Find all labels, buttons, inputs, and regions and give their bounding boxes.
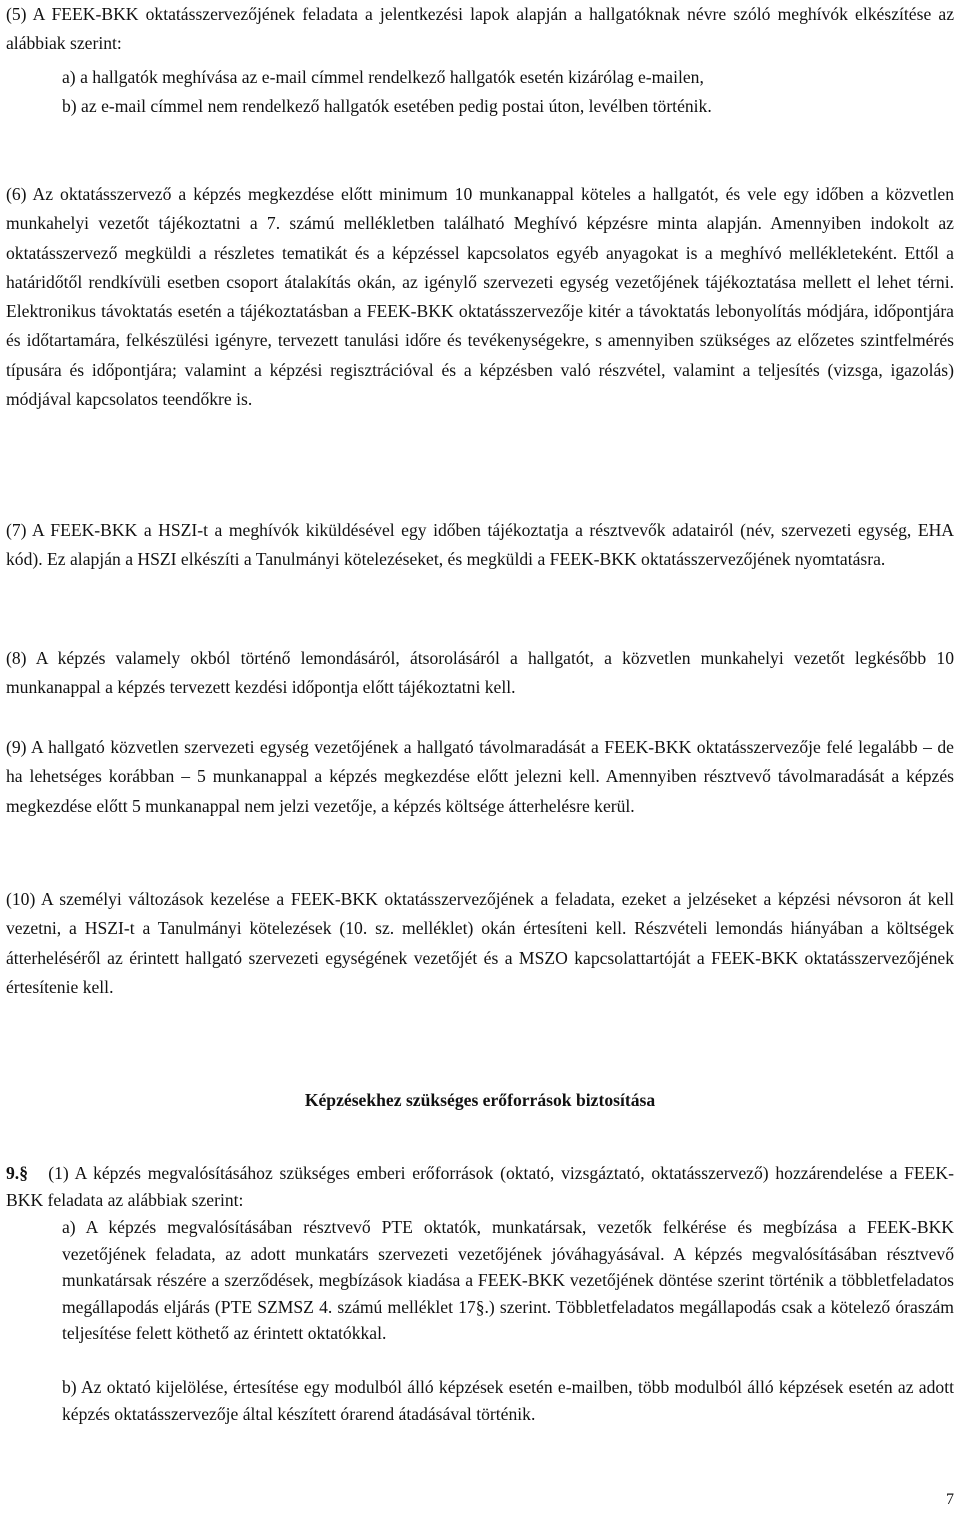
paragraph-7: (7) A FEEK-BKK a HSZI-t a meghívók kiküldésével egy időben tájékoztatja a résztvevők adatairól (név, szervezeti egység, EHA kód). Ez alapján a HSZI elkészíti a Tanulmányi kötelezéseket, és megküldi a FEEK-BKK oktatásszervezőjének nyomtatásra. (6, 520, 954, 570)
paragraph-10: (10) A személyi változások kezelése a FEEK-BKK oktatásszervezőjének a feladata, ezeket a jelzéseket a képzési névsoron át kell vezetni, a HSZI-t a Tanulmányi kötelezések (10. sz. melléklet) okán értesíteni kell. Részvételi lemondás hiányában a költségek átterheléséről az érintett hallgató szervezeti egységének vezetőjét és a MSZO kapcsolattartóját a FEEK-BKK oktatásszervezőjének értesítenie kell. (6, 889, 954, 997)
paragraph-5-item-a: a) a hallgatók meghívása az e-mail címmel rendelkező hallgatók esetén kizárólag e-mailen, (62, 67, 704, 87)
section-9-item-b: b) Az oktató kijelölése, értesítése egy modulból álló képzések esetén e-mailben, több modulból álló képzések esetén az adott képzés oktatásszervezője által készített órarend átadásával történik. (62, 1377, 954, 1424)
section-9-item-a: a) A képzés megvalósításában résztvevő PTE oktatók, munkatársak, vezetők felkérése és megbízása a FEEK-BKK vezetőjének feladata, az adott munkatárs szervezeti vezetőjének jóváhagyásával. A képzés megvalósításában résztvevő munkatársak részére a szerződések, megbízások kiadása a FEEK-BKK vezetőjének döntése szerint történik a többletfeladatos megállapodás eljárás (PTE SZMSZ 4. számú melléklet 17§.) szerint. Többletfeladatos megállapodás csak a kötelező óraszám teljesítése felett köthető az érintett oktatókkal. (62, 1217, 954, 1344)
section-9-intro-text: (1) A képzés megvalósításához szükséges emberi erőforrások (oktató, vizsgáztató, oktatásszervező) hozzárendelése a FEEK-BKK feladata az alábbiak szerint: (6, 1163, 954, 1210)
paragraph-5-item-b: b) az e-mail címmel nem rendelkező hallgatók esetében pedig postai úton, levélben történik. (62, 96, 712, 116)
paragraph-8: (8) A képzés valamely okból történő lemondásáról, átsorolásáról a hallgatót, a közvetlen munkahelyi vezetőt legkésőbb 10 munkanappal a képzés tervezett kezdési időpontja előtt tájékoztatni kell. (6, 648, 954, 698)
section-heading: Képzésekhez szükséges erőforrások biztosítása (304, 1090, 656, 1110)
paragraph-6: (6) Az oktatásszervező a képzés megkezdése előtt minimum 10 munkanappal köteles a hallgatót, és vele egy időben a közvetlen munkahelyi vezetőt tájékoztatni a 7. számú mellékletben található Meghívó képzésre minta alapján. Amennyiben indokolt az oktatásszervező megküldi a részletes tematikát és a képzéssel kapcsolatos egyéb anyagokat is a meghívó mellékleteként. Ettől a határidőtől rendkívüli esetben csoport átalakítás okán, az igénylő szervezeti egység vezetőjének tájékoztatása mellett el lehet térni. Elektronikus távoktatás esetén a tájékoztatásban a FEEK-BKK oktatásszervezője kitér a távoktatás lebonyolítás módjára, időpontjára és időtartamára, felkészülési igényre, tervezett tanulási időre és tevékenységekre, s amennyiben szükséges az előzetes szintfelmérés típusára és időpontjára; valamint a képzési regisztrációval és a képzésben való részvétel, valamint a teljesítés (vizsga, igazolás) módjával kapcsolatos teendőkre is. (6, 184, 954, 410)
section-9-intro (6, 1160, 954, 1213)
paragraph-5-intro: (5) A FEEK-BKK oktatásszervezőjének feladata a jelentkezési lapok alapján a hallgatóknak névre szóló meghívók elkészítése az alábbiak szerint: (6, 4, 954, 54)
paragraph-9: (9) A hallgató közvetlen szervezeti egység vezetőjének a hallgató távolmaradását a FEEK-BKK oktatásszervezője felé legalább – de ha lehetséges korábban – 5 munkanappal a képzés megkezdése előtt jelezni kell. Amennyiben résztvevő távolmaradását a képzés megkezdése előtt 5 munkanappal nem jelzi vezetője, a képzés költsége átterhelésre kerül. (6, 737, 954, 816)
page-number: 7 (946, 1491, 954, 1508)
section-number: 9.§ (6, 1163, 28, 1183)
